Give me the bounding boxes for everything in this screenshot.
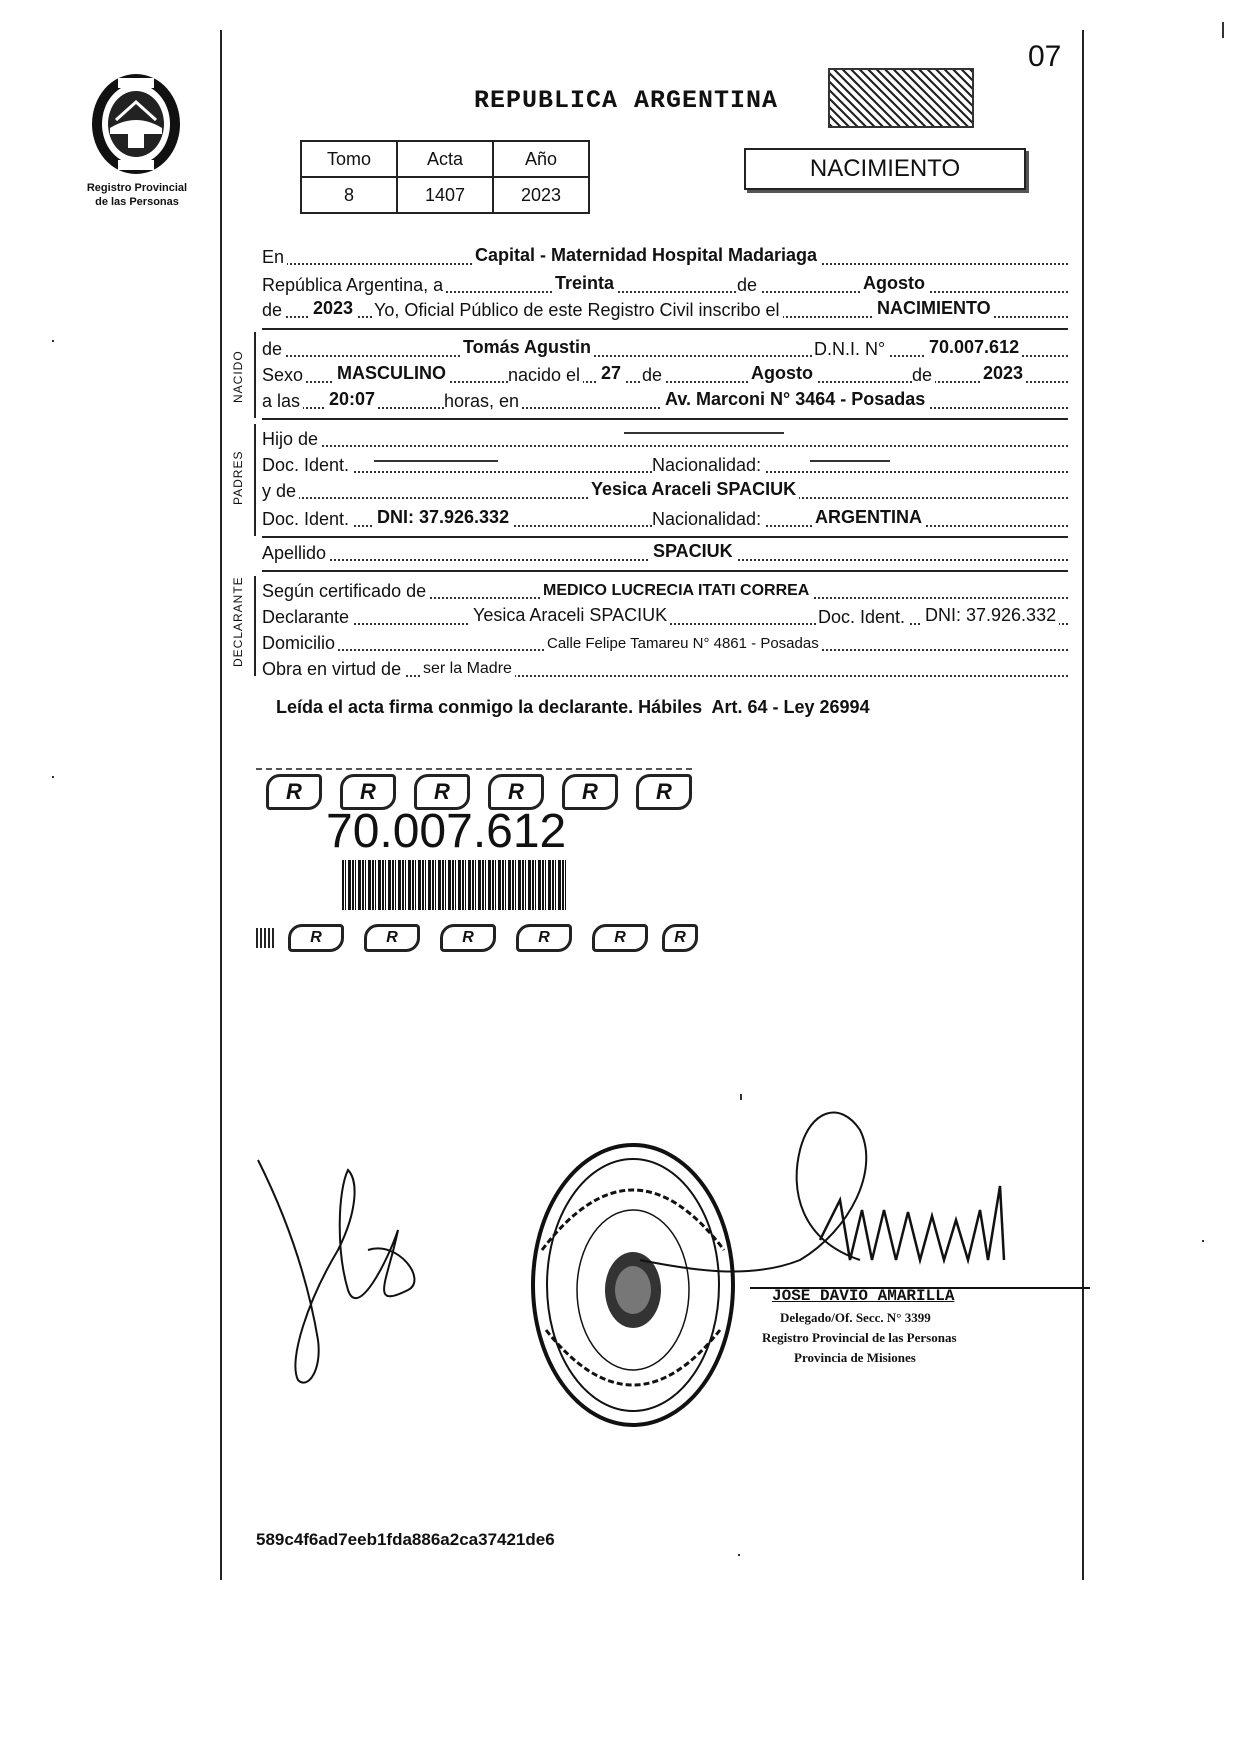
sexo-label: Sexo xyxy=(262,365,306,386)
de-label-2: de xyxy=(262,300,285,321)
separator-1 xyxy=(262,328,1068,330)
row-hijo-de xyxy=(262,426,1068,452)
obra-label: Obra en virtud de xyxy=(262,659,404,680)
left-margin-line xyxy=(220,30,222,1580)
oficial-label: Yo, Oficial Público de este Registro Civil inscribo el xyxy=(374,300,783,321)
year-value: 2023 xyxy=(310,298,356,319)
father-name-redacted xyxy=(624,432,784,434)
separator-4 xyxy=(262,570,1068,572)
birth-day: 27 xyxy=(598,363,624,384)
row-declarante xyxy=(262,604,1068,630)
domicilio-value: Calle Felipe Tamareu N° 4861 - Posadas xyxy=(544,635,822,652)
mother-nationality-label: Nacionalidad: xyxy=(652,509,764,530)
padres-label: PADRES xyxy=(231,450,245,505)
separator-3 xyxy=(262,536,1068,538)
row-year xyxy=(262,297,1068,323)
id-number: 70.007.612 xyxy=(326,805,567,858)
day-words: Treinta xyxy=(552,273,617,294)
anio-value: 2023 xyxy=(493,177,589,213)
father-nationality-redacted xyxy=(810,460,890,462)
sexo-value: MASCULINO xyxy=(334,363,449,384)
mother-doc-label: Doc. Ident. xyxy=(262,509,352,530)
birth-year: 2023 xyxy=(980,363,1026,384)
domicilio-label: Domicilio xyxy=(262,633,338,654)
y-de-label: y de xyxy=(262,481,299,502)
apellido-label: Apellido xyxy=(262,543,329,564)
tomo-header: Tomo xyxy=(301,141,397,177)
province-shield-icon xyxy=(88,72,184,176)
declarante-doc: DNI: 37.926.332 xyxy=(922,605,1059,626)
row-sexo xyxy=(262,362,1068,388)
row-certificado xyxy=(262,578,1068,604)
officer-line1: Delegado/Of. Secc. N° 3399 xyxy=(780,1310,931,1325)
de-label-4: de xyxy=(912,365,935,386)
certificado-label: Según certificado de xyxy=(262,581,429,602)
separator-2 xyxy=(262,418,1068,420)
child-name: Tomás Agustin xyxy=(460,337,594,358)
birth-time: 20:07 xyxy=(326,389,378,410)
row-nacido-name xyxy=(262,336,1068,362)
watermark-r-8: R xyxy=(364,924,420,952)
father-nationality-label: Nacionalidad: xyxy=(652,455,764,476)
barcode xyxy=(342,860,566,910)
row-mother xyxy=(262,478,1068,504)
row-domicilio xyxy=(262,630,1068,656)
record-type-box: NACIMIENTO xyxy=(744,148,1026,190)
watermark-r-1: R xyxy=(266,774,322,810)
nacido-el-label: nacido el xyxy=(508,365,583,386)
declarante-doc-label: Doc. Ident. xyxy=(818,607,908,628)
watermark-r-11: R xyxy=(592,924,648,952)
row-en xyxy=(262,244,1068,270)
province-logo xyxy=(88,72,184,176)
document-title: REPUBLICA ARGENTINA xyxy=(474,86,779,115)
row-obra xyxy=(262,656,1068,682)
watermark-r-5: R xyxy=(562,774,618,810)
row-republica xyxy=(262,272,1068,298)
security-emblem xyxy=(828,68,974,128)
watermark-r-6: R xyxy=(636,774,692,810)
right-margin-line xyxy=(1082,30,1084,1580)
mother-doc: DNI: 37.926.332 xyxy=(374,507,512,528)
row-hora xyxy=(262,388,1068,414)
de-label-3: de xyxy=(642,365,665,386)
tomo-value: 8 xyxy=(301,177,397,213)
officer-line2: Registro Provincial de las Personas xyxy=(762,1330,957,1345)
logo-caption-1: Registro Provincial xyxy=(86,182,188,194)
nacido-label: NACIDO xyxy=(231,350,245,403)
declarante-value: Yesica Araceli SPACIUK xyxy=(470,605,670,626)
left-signature xyxy=(248,1140,448,1400)
month-value: Agosto xyxy=(860,273,928,294)
watermark-r-2: R xyxy=(340,774,396,810)
watermark-r-12: R xyxy=(662,924,698,952)
stamp-top-dashes xyxy=(256,768,692,770)
child-dni: 70.007.612 xyxy=(926,337,1022,358)
officer-name: JOSE DAVIO AMARILLA xyxy=(772,1287,955,1305)
register-table xyxy=(300,140,590,214)
logo-caption-2: de las Personas xyxy=(95,196,179,208)
watermark-r-4: R xyxy=(488,774,544,810)
closing-text: Leída el acta firma conmigo la declarante. Hábiles Art. 64 - Ley 26994 xyxy=(276,697,870,717)
de-label-1: de xyxy=(737,275,760,296)
nacido-de-label: de xyxy=(262,339,285,360)
birth-month: Agosto xyxy=(748,363,816,384)
row-apellido xyxy=(262,540,1068,566)
father-doc-label: Doc. Ident. xyxy=(262,455,352,476)
hijo-de-label: Hijo de xyxy=(262,429,321,450)
republica-label: República Argentina, a xyxy=(262,275,446,296)
corner-mark xyxy=(1222,22,1224,38)
dni-label: D.N.I. N° xyxy=(814,339,888,360)
row-father-doc xyxy=(262,452,1068,478)
declarante-field-label: Declarante xyxy=(262,607,352,628)
acta-header: Acta xyxy=(397,141,493,177)
inscribe-value: NACIMIENTO xyxy=(874,298,994,319)
en-label: En xyxy=(262,247,287,268)
anio-header: Año xyxy=(493,141,589,177)
birth-place: Av. Marconi N° 3464 - Posadas xyxy=(662,389,928,410)
right-signature xyxy=(600,1090,1090,1320)
en-value: Capital - Maternidad Hospital Madariaga xyxy=(472,245,820,266)
horas-label: horas, en xyxy=(444,391,522,412)
a-las-label: a las xyxy=(262,391,303,412)
apellido-value: SPACIUK xyxy=(650,541,736,562)
page-number: 07 xyxy=(1028,40,1062,73)
watermark-r-9: R xyxy=(440,924,496,952)
mother-nationality: ARGENTINA xyxy=(812,507,925,528)
certificado-value: MEDICO LUCRECIA ITATI CORREA xyxy=(540,582,812,600)
mother-name: Yesica Araceli SPACIUK xyxy=(588,479,799,500)
acta-value: 1407 xyxy=(397,177,493,213)
watermark-r-10: R xyxy=(516,924,572,952)
declarante-label: DECLARANTE xyxy=(231,576,245,667)
watermark-row-bottom xyxy=(256,924,696,954)
document-hash: 589c4f6ad7eeb1fda886a2ca37421de6 xyxy=(256,1530,555,1549)
officer-line3: Provincia de Misiones xyxy=(794,1350,916,1365)
watermark-r-7: R xyxy=(288,924,344,952)
row-mother-doc xyxy=(262,506,1068,532)
obra-value: ser la Madre xyxy=(420,660,515,678)
watermark-r-3: R xyxy=(414,774,470,810)
father-doc-redacted xyxy=(374,460,498,462)
